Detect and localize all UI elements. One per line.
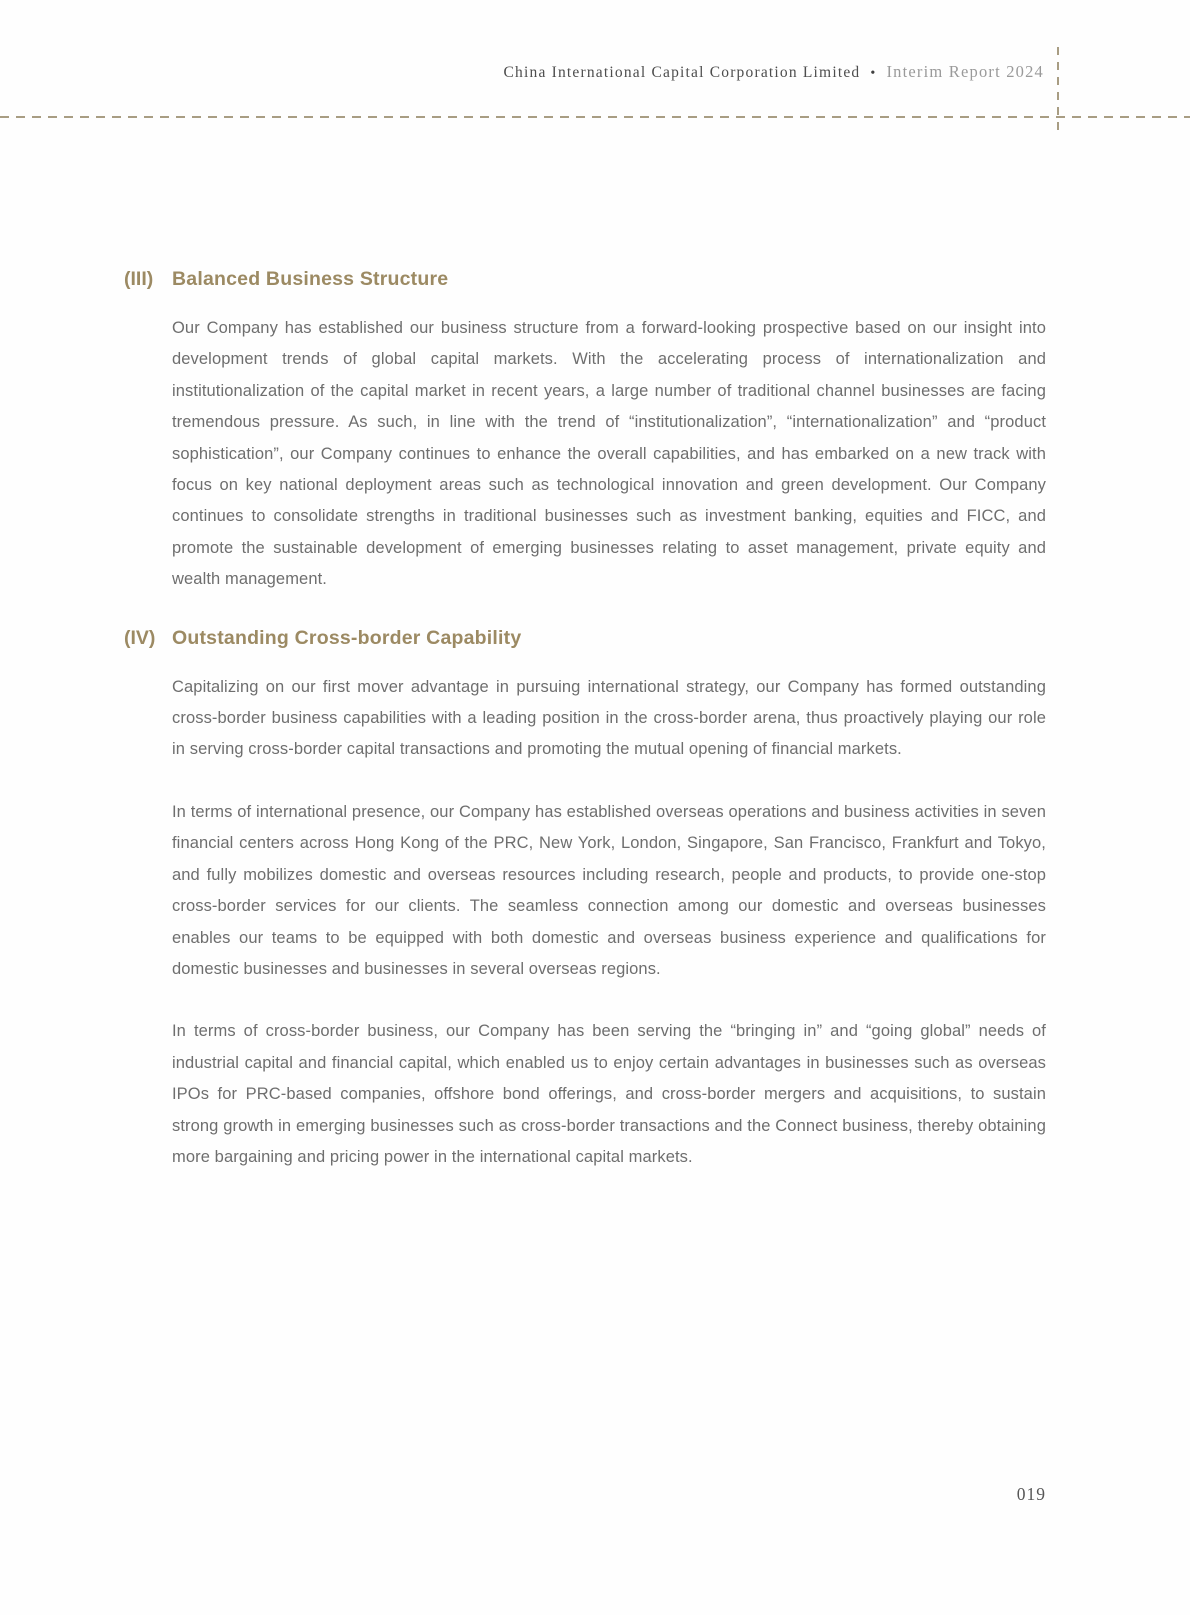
horizontal-dashed-rule bbox=[0, 116, 1190, 118]
section-number-label: (III) bbox=[124, 268, 154, 290]
company-name: China International Capital Corporation Limited bbox=[503, 64, 861, 81]
section-body bbox=[172, 313, 1046, 596]
paragraph: Capitalizing on our first mover advantage in pursuing international strategy, our Company has formed outstanding cross-border business capabilities with a leading position in the cross-border arena, thus proactively playing our role in serving cross-border capital transactions and promoting the mutual opening of financial markets. bbox=[172, 677, 1046, 759]
section-title: Balanced Business Structure bbox=[172, 268, 449, 290]
running-header bbox=[504, 62, 1045, 82]
section-title: Outstanding Cross-border Capability bbox=[172, 626, 522, 649]
section-outstanding-cross-border-capability bbox=[124, 625, 1046, 1174]
paragraph: In terms of international presence, our Company has established overseas operations and business activities in seven financial centers across Hong Kong of the PRC, New York, London, Singapore, San Francisco, Frankfurt and Tokyo, and fully mobilizes domestic and overseas resources including research, people and products, to provide one-stop cross-border services for our clients. The seamless connection among our domestic and overseas businesses enables our teams to be equipped with both domestic and overseas business experience and qualifications for domestic businesses and businesses in several overseas regions. bbox=[172, 802, 1046, 978]
page-number: 019 bbox=[1016, 1484, 1046, 1504]
paragraph: Our Company has established our business structure from a forward-looking prospective based on our insight into development trends of global capital markets. With the accelerating process of internationalization and institutionalization of the capital market in recent years, a large number of traditional channel businesses are facing tremendous pressure. As such, in line with the trend of “institutionalization”, “internationalization” and “product sophistication”, our Company continues to enhance the overall capabilities, and has embarked on a new track with focus on key national deployment areas such as technological innovation and green development. Our Company continues to consolidate strengths in traditional businesses such as investment banking, equities and FICC, and promote the sustainable development of emerging businesses relating to asset management, private equity and wealth management. bbox=[172, 319, 1046, 589]
vertical-dashed-rule bbox=[1057, 47, 1059, 137]
header-bullet-separator: • bbox=[870, 66, 877, 81]
section-heading bbox=[124, 266, 1046, 293]
section-balanced-business-structure bbox=[124, 266, 1046, 596]
paragraph: In terms of cross-border business, our Company has been serving the “bringing in” and “going global” needs of industrial capital and financial capital, which enabled us to enjoy certain advantages in businesses such as overseas IPOs for PRC-based companies, offshore bond offerings, and cross-border mergers and acquisitions, to sustain strong growth in emerging businesses such as cross-border transactions and the Connect business, thereby obtaining more bargaining and pricing power in the international capital markets. bbox=[172, 1022, 1046, 1166]
report-title: Interim Report 2024 bbox=[886, 62, 1044, 81]
section-heading bbox=[124, 625, 1046, 652]
section-number-label: (IV) bbox=[124, 626, 156, 649]
section-body bbox=[172, 672, 1046, 1174]
page-content bbox=[124, 266, 1046, 1173]
